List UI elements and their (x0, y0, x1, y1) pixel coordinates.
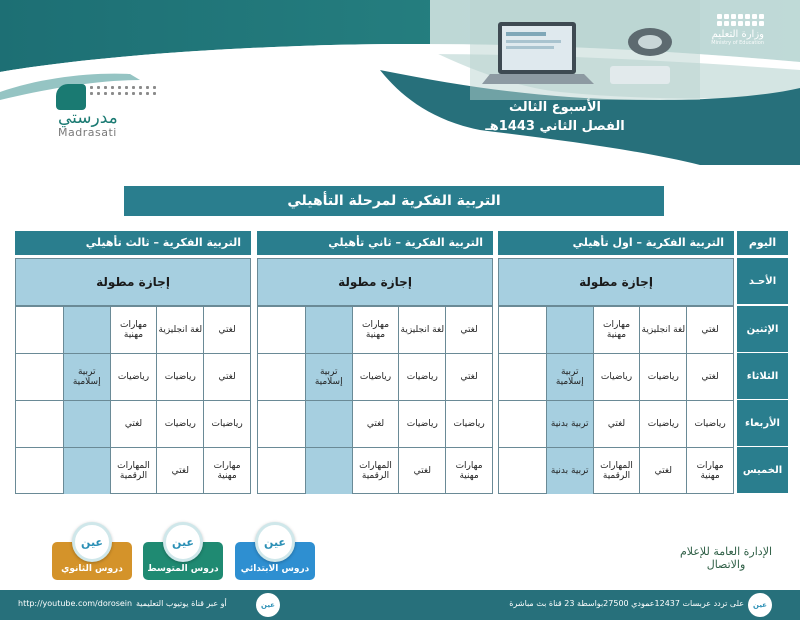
table-cell: مهارات مهنية (686, 448, 733, 494)
table-cell (16, 307, 63, 353)
table-cell: رياضيات (593, 354, 640, 400)
table-cell: تربية إسلامية (63, 354, 110, 400)
header-banner (0, 0, 800, 165)
table-cell (258, 448, 305, 494)
table-cell: تربية بدنية (546, 448, 593, 494)
madrasati-dots-icon (90, 86, 157, 95)
table-cell: تربية بدنية (546, 401, 593, 447)
table-cell: لغتي (445, 354, 492, 400)
table-cell: رياضيات (156, 354, 203, 400)
table-row (16, 353, 250, 400)
week-info (440, 100, 670, 134)
table-cell: لغتي (639, 448, 686, 494)
holiday-cell: إجازة مطولة (499, 259, 733, 306)
table-cell: رياضيات (445, 401, 492, 447)
grade-header-third: التربية الفكرية – ثالث تأهيلي (15, 231, 251, 255)
table-cell (305, 448, 352, 494)
table-cell: رياضيات (398, 401, 445, 447)
table-row (499, 447, 733, 494)
table-cell: مهارات مهنية (110, 307, 157, 353)
table-cell: لغة انجليزية (398, 307, 445, 353)
table-cell (16, 354, 63, 400)
media-department-calligraphy: الإدارة العامة للإعلام والاتصال (679, 545, 773, 571)
table-cell (258, 307, 305, 353)
day-sunday: الأحـد (737, 258, 788, 304)
table-cell (63, 401, 110, 447)
ein-logo-icon: عين (255, 522, 295, 562)
madrasati-name-ar: مدرستي (58, 108, 118, 128)
table-cell: لغتي (593, 401, 640, 447)
table-cell (499, 307, 546, 353)
footer-bar (0, 590, 800, 620)
grade-header-first: التربية الفكرية – اول تأهيلي (498, 231, 734, 255)
holiday-cell: إجازة مطولة (258, 259, 492, 306)
grade-table-second (257, 258, 493, 494)
table-row (258, 447, 492, 494)
table-cell: رياضيات (639, 354, 686, 400)
table-cell: لغتي (203, 307, 250, 353)
holiday-cell: إجازة مطولة (16, 259, 250, 306)
table-row (499, 306, 733, 353)
youtube-link[interactable]: http://youtube.com/dorosein (18, 599, 133, 608)
table-cell: رياضيات (686, 401, 733, 447)
ministry-dots-icon (700, 14, 764, 26)
semester-label: الفصل الثاني 1443هـ (485, 119, 625, 134)
ministry-logo (700, 14, 764, 46)
table-cell: رياضيات (203, 401, 250, 447)
table-row (499, 353, 733, 400)
madrasati-mark-icon (56, 84, 86, 110)
day-column-header: اليوم (737, 231, 788, 255)
day-thursday: الخميس (737, 447, 788, 493)
table-cell (16, 448, 63, 494)
secondary-lessons-button[interactable]: دروس الثانوي (52, 542, 132, 580)
table-cell: لغة انجليزية (156, 307, 203, 353)
ministry-name-en: Ministry of Education (711, 40, 764, 46)
grade-table-third (15, 258, 251, 494)
table-cell (258, 354, 305, 400)
day-monday: الإثنين (737, 306, 788, 352)
madrasati-logo (54, 82, 164, 142)
table-cell (499, 401, 546, 447)
table-cell (63, 307, 110, 353)
table-cell: لغتي (156, 448, 203, 494)
table-cell: رياضيات (639, 401, 686, 447)
laptop-photo (470, 0, 700, 100)
table-cell: تربية إسلامية (305, 354, 352, 400)
table-cell: لغتي (686, 307, 733, 353)
table-cell: مهارات مهنية (593, 307, 640, 353)
table-row (258, 306, 492, 353)
table-cell: لغتي (203, 354, 250, 400)
table-cell (305, 307, 352, 353)
table-cell: لغتي (352, 401, 399, 447)
ein-logo-icon: عين (72, 522, 112, 562)
table-cell: المهارات الرقمية (110, 448, 157, 494)
table-row (258, 353, 492, 400)
table-cell: رياضيات (110, 354, 157, 400)
youtube-info: أو عبر قناة يوتيوب التعليمية (136, 599, 227, 608)
madrasati-name-en: Madrasati (58, 126, 117, 139)
primary-lessons-button[interactable]: دروس الابتدائي (235, 542, 315, 580)
table-row (16, 306, 250, 353)
table-cell: لغتي (110, 401, 157, 447)
week-label: الأسبوع الثالث (509, 100, 601, 115)
table-row (499, 400, 733, 447)
table-cell: مهارات مهنية (203, 448, 250, 494)
table-cell (16, 401, 63, 447)
day-wednesday: الأربعاء (737, 400, 788, 446)
table-cell: رياضيات (398, 354, 445, 400)
grade-table-first (498, 258, 734, 494)
table-cell (546, 307, 593, 353)
ein-logo-icon: عين (748, 593, 772, 617)
table-row (258, 400, 492, 447)
table-cell (499, 354, 546, 400)
table-cell: لغتي (398, 448, 445, 494)
table-cell: رياضيات (352, 354, 399, 400)
table-cell (63, 448, 110, 494)
ein-logo-icon: عين (163, 522, 203, 562)
table-cell: لغتي (686, 354, 733, 400)
ministry-name-ar: وزارة التعليم (711, 29, 764, 40)
table-row (16, 447, 250, 494)
table-row (16, 400, 250, 447)
table-cell: المهارات الرقمية (593, 448, 640, 494)
table-cell (258, 401, 305, 447)
ein-logo-icon: عين (256, 593, 280, 617)
table-cell: المهارات الرقمية (352, 448, 399, 494)
table-cell: تربية إسلامية (546, 354, 593, 400)
day-tuesday: الثلاثاء (737, 353, 788, 399)
table-cell: رياضيات (156, 401, 203, 447)
table-cell (305, 401, 352, 447)
schedule-title: التربية الفكرية لمرحلة التأهيلي (124, 186, 664, 216)
table-cell: لغتي (445, 307, 492, 353)
grade-header-second: التربية الفكرية – ثاني تأهيلي (257, 231, 493, 255)
table-cell: مهارات مهنية (445, 448, 492, 494)
satellite-info: على تردد عربسات 12437عمودي 27500بواسطة 23 قناة بث مباشرة (509, 599, 744, 608)
table-cell: مهارات مهنية (352, 307, 399, 353)
table-cell (499, 448, 546, 494)
intermediate-lessons-button[interactable]: دروس المتوسط (143, 542, 223, 580)
table-cell: لغة انجليزية (639, 307, 686, 353)
